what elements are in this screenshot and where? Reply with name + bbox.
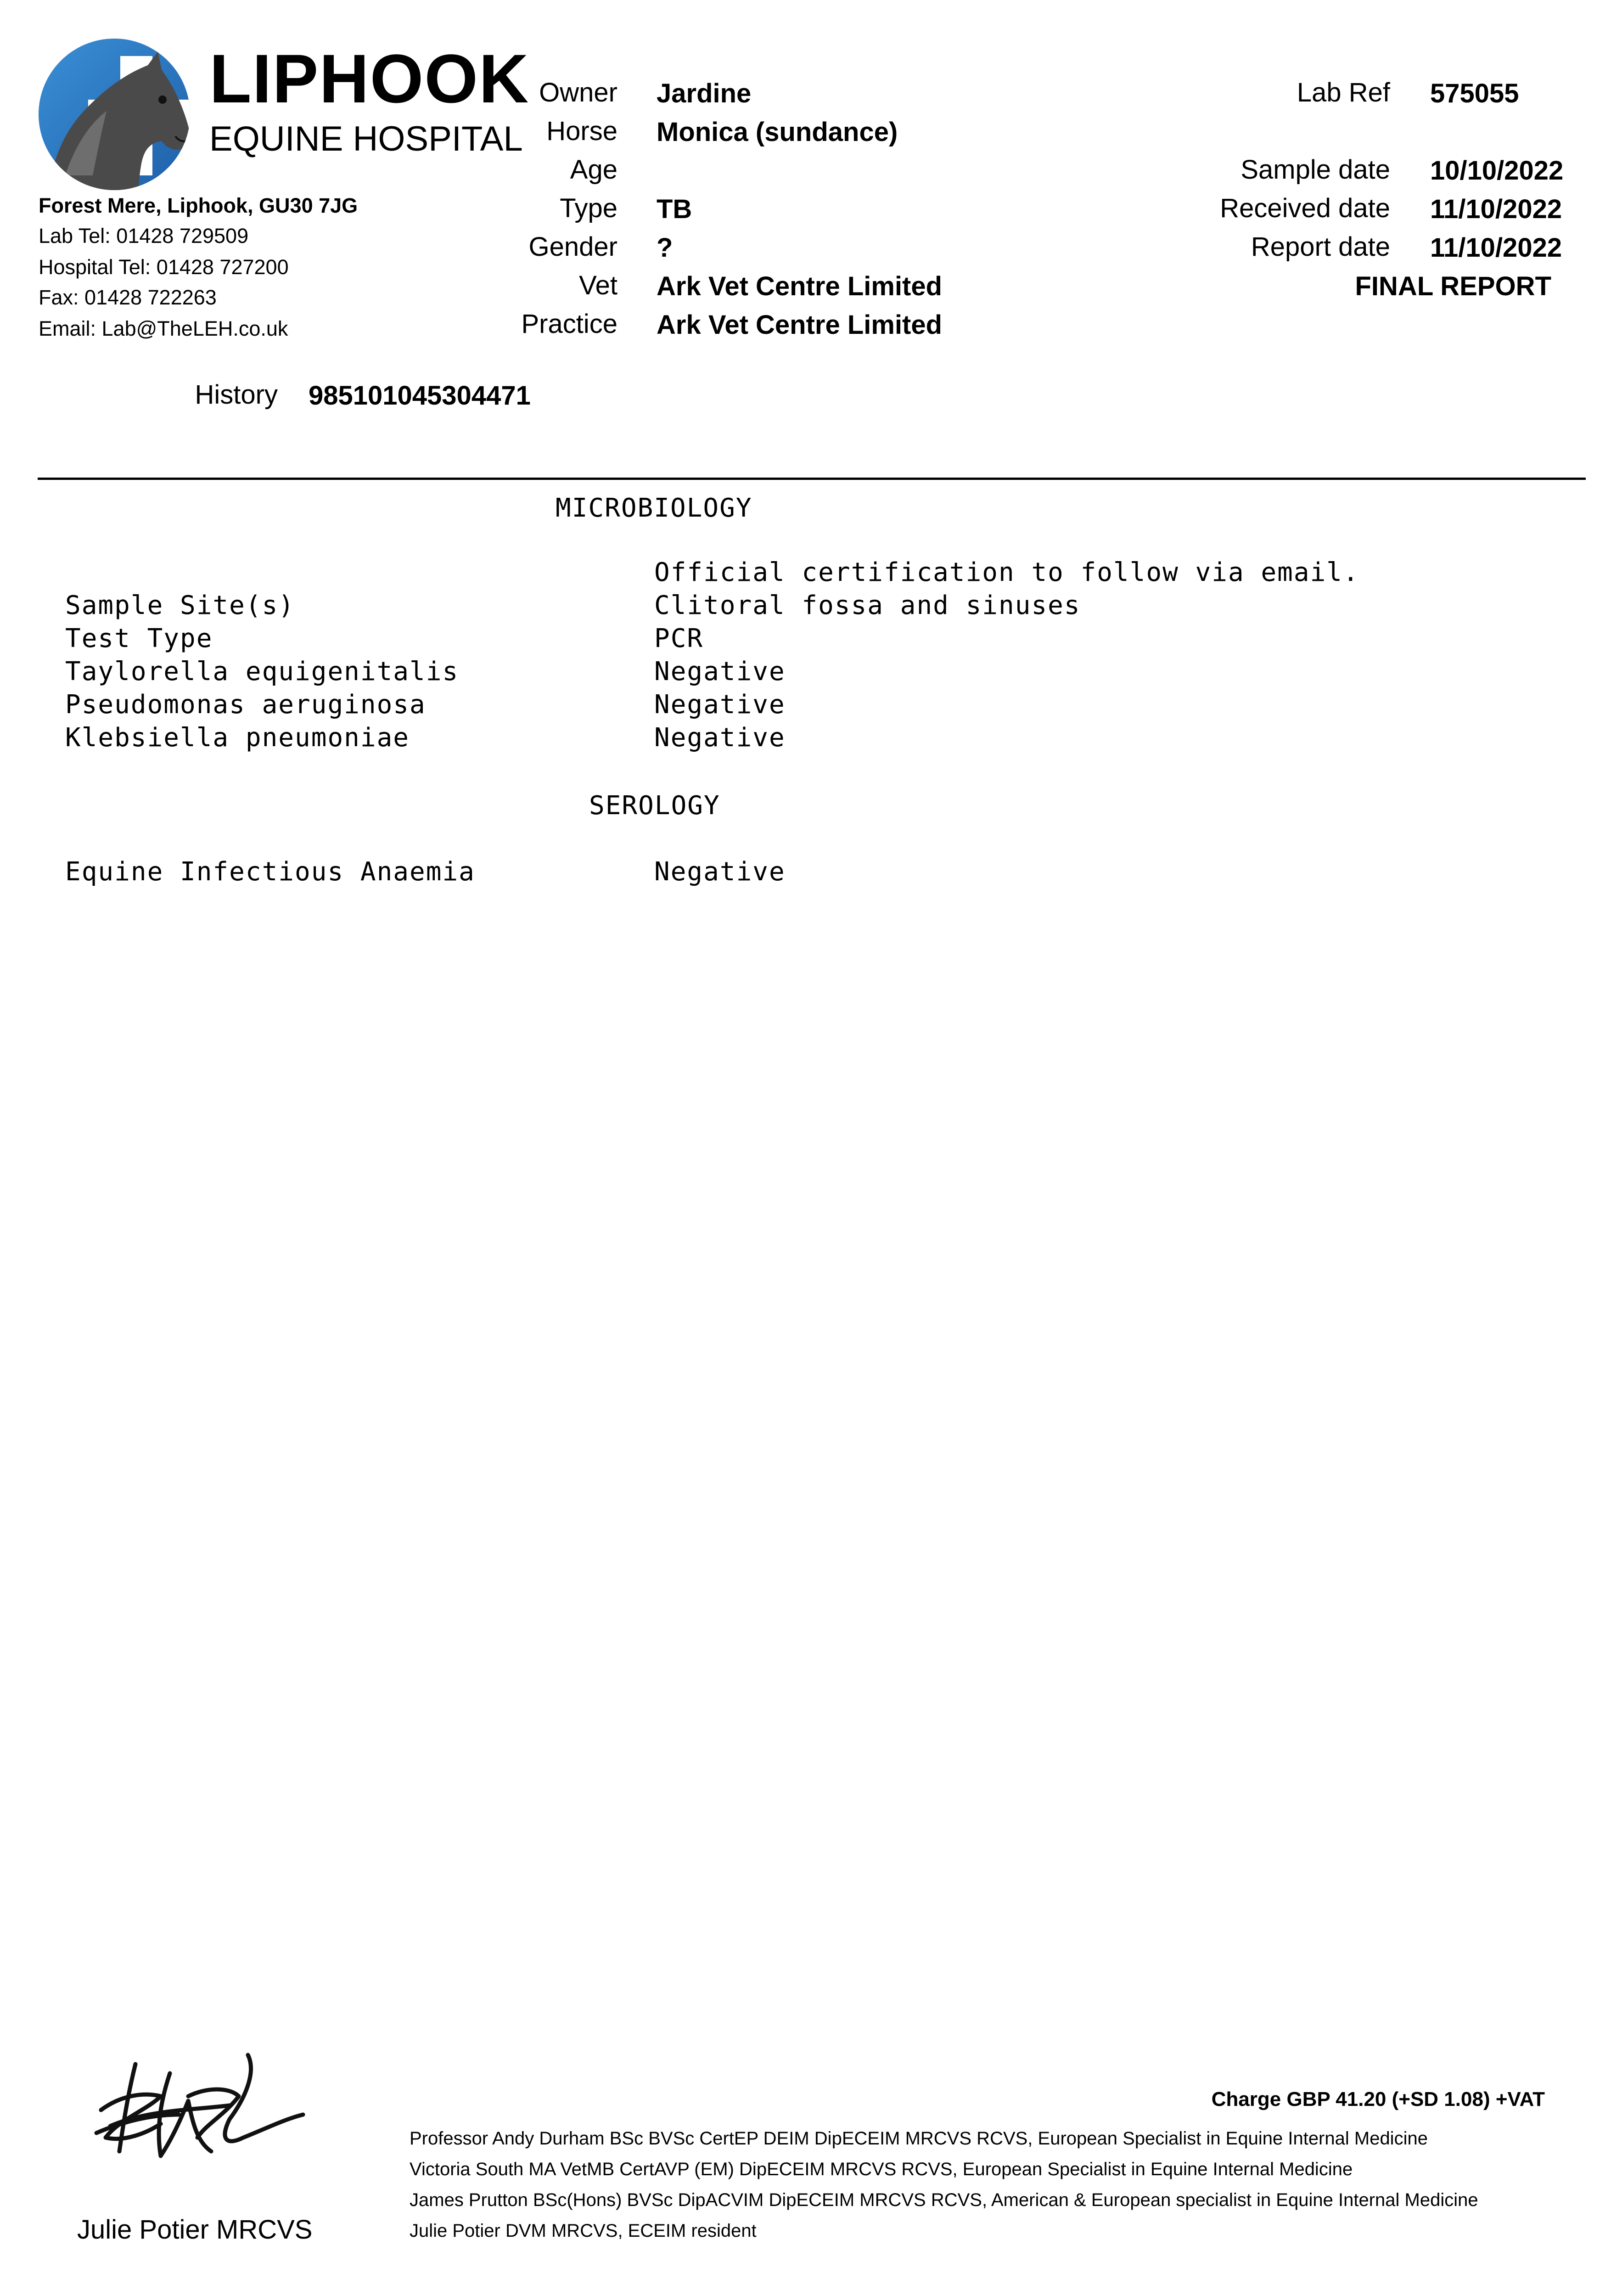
serology-heading: SEROLOGY bbox=[589, 791, 720, 821]
result-value: Negative bbox=[654, 690, 786, 720]
result-label: Pseudomonas aeruginosa bbox=[65, 690, 426, 720]
result-value: Negative bbox=[654, 723, 786, 753]
staff-line: Julie Potier DVM MRCVS, ECEIM resident bbox=[410, 2221, 757, 2241]
result-label: Equine Infectious Anaemia bbox=[65, 857, 475, 887]
header-divider bbox=[38, 478, 1586, 480]
history-value: 985101045304471 bbox=[309, 381, 531, 411]
hospital-logo-icon bbox=[38, 38, 191, 191]
email: Email: Lab@TheLEH.co.uk bbox=[39, 317, 288, 340]
vet-label: Vet bbox=[579, 270, 617, 300]
result-label: Taylorella equigenitalis bbox=[65, 657, 459, 687]
signatory-name: Julie Potier MRCVS bbox=[77, 2215, 313, 2245]
result-value: Negative bbox=[654, 857, 786, 887]
lab-ref-value: 575055 bbox=[1430, 79, 1519, 108]
result-label: Klebsiella pneumoniae bbox=[65, 723, 410, 753]
result-value: Negative bbox=[654, 657, 786, 687]
age-label: Age bbox=[570, 155, 617, 185]
signature-icon bbox=[92, 2046, 308, 2170]
hospital-name: LIPHOOK bbox=[209, 40, 530, 117]
charge: Charge GBP 41.20 (+SD 1.08) +VAT bbox=[1211, 2088, 1545, 2110]
result-value: PCR bbox=[654, 624, 704, 653]
vet-value: Ark Vet Centre Limited bbox=[657, 271, 943, 301]
owner-label: Owner bbox=[539, 78, 617, 107]
received-date-value: 11/10/2022 bbox=[1430, 194, 1562, 224]
hospital-address: Forest Mere, Liphook, GU30 7JG bbox=[39, 194, 358, 217]
hospital-subname: EQUINE HOSPITAL bbox=[209, 119, 523, 158]
report-date-label: Report date bbox=[1251, 232, 1390, 262]
practice-value: Ark Vet Centre Limited bbox=[657, 310, 943, 340]
staff-line: James Prutton BSc(Hons) BVSc DipACVIM DipECEIM MRCVS RCVS, American & European specialist in Equine Internal Medicine bbox=[410, 2190, 1478, 2210]
horse-label: Horse bbox=[546, 116, 617, 146]
sample-date-label: Sample date bbox=[1240, 155, 1390, 185]
microbiology-heading: MICROBIOLOGY bbox=[556, 493, 752, 523]
type-label: Type bbox=[560, 193, 617, 223]
horse-value: Monica (sundance) bbox=[657, 117, 898, 147]
gender-label: Gender bbox=[528, 232, 617, 262]
fax: Fax: 01428 722263 bbox=[39, 286, 217, 309]
lab-tel: Lab Tel: 01428 729509 bbox=[39, 224, 249, 248]
owner-value: Jardine bbox=[657, 79, 752, 108]
report-date-value: 11/10/2022 bbox=[1430, 233, 1562, 263]
history-label: History bbox=[195, 380, 278, 410]
staff-line: Victoria South MA VetMB CertAVP (EM) DipECEIM MRCVS RCVS, European Specialist in Equine Internal Medicine bbox=[410, 2159, 1353, 2179]
microbiology-note: Official certification to follow via email. bbox=[654, 557, 1359, 587]
hospital-tel: Hospital Tel: 01428 727200 bbox=[39, 255, 289, 279]
result-label: Test Type bbox=[65, 624, 213, 653]
report-status: FINAL REPORT bbox=[1355, 271, 1551, 301]
result-value: Clitoral fossa and sinuses bbox=[654, 591, 1081, 620]
sample-date-value: 10/10/2022 bbox=[1430, 156, 1564, 186]
type-value: TB bbox=[657, 194, 692, 224]
result-label: Sample Site(s) bbox=[65, 591, 295, 620]
staff-line: Professor Andy Durham BSc BVSc CertEP DEIM DipECEIM MRCVS RCVS, European Specialist in Equine Internal Medicine bbox=[410, 2128, 1428, 2149]
gender-value: ? bbox=[657, 233, 673, 263]
lab-ref-label: Lab Ref bbox=[1296, 78, 1390, 107]
practice-label: Practice bbox=[521, 309, 617, 339]
received-date-label: Received date bbox=[1220, 193, 1390, 223]
